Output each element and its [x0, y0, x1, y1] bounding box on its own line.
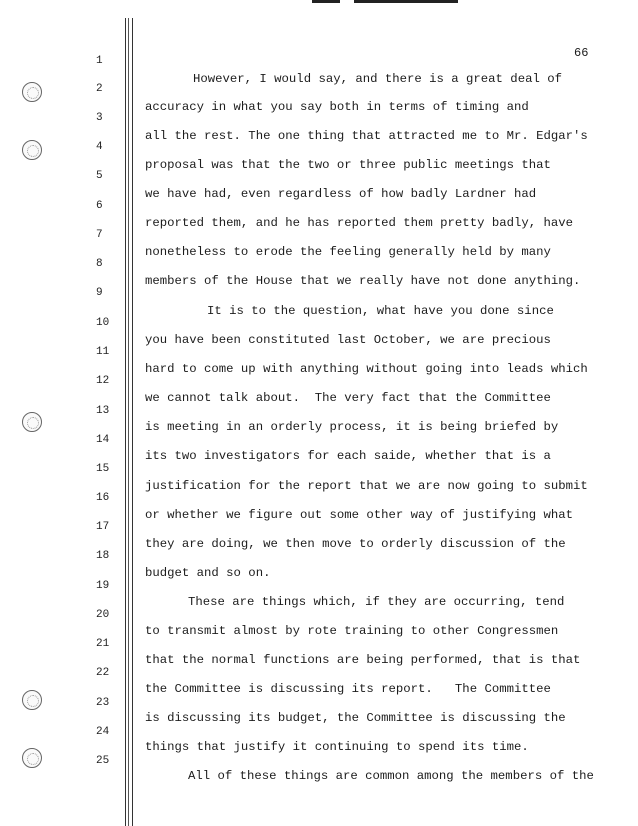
text-line: It is to the question, what have you done since [207, 304, 554, 318]
line-number: 25 [96, 755, 110, 767]
margin-rule [128, 18, 129, 826]
text-line: they are doing, we then move to orderly discussion of the [145, 537, 566, 551]
binder-hole [22, 412, 42, 432]
line-number: 24 [96, 726, 110, 738]
text-line: accuracy in what you say both in terms of timing and [145, 100, 529, 114]
line-number: 7 [96, 229, 103, 241]
text-line: we have had, even regardless of how badly Lardner had [145, 187, 537, 201]
text-line: the Committee is discussing its report. The Committee [145, 682, 551, 696]
binder-hole [22, 82, 42, 102]
page-number: 66 [574, 46, 589, 60]
text-line: things that justify it continuing to spend its time. [145, 740, 529, 754]
line-number: 22 [96, 667, 110, 679]
text-line: all the rest. The one thing that attracted me to Mr. Edgar's [145, 129, 588, 143]
text-line: reported them, and he has reported them pretty badly, have [145, 216, 574, 230]
text-line: or whether we figure out some other way of justifying what [145, 508, 574, 522]
margin-rule [132, 18, 133, 826]
line-number: 23 [96, 697, 110, 709]
text-line: that the normal functions are being performed, that is that [145, 653, 581, 667]
line-number: 3 [96, 112, 103, 124]
text-line: These are things which, if they are occurring, tend [188, 595, 565, 609]
line-number: 21 [96, 638, 110, 650]
text-line: hard to come up with anything without going into leads which [145, 362, 588, 376]
text-line: is discussing its budget, the Committee is discussing the [145, 711, 566, 725]
line-number: 6 [96, 200, 103, 212]
line-number: 9 [96, 287, 103, 299]
line-number: 10 [96, 317, 110, 329]
scan-mark [312, 0, 340, 3]
line-number: 17 [96, 521, 110, 533]
text-line: its two investigators for each saide, whether that is a [145, 449, 551, 463]
binder-hole [22, 690, 42, 710]
binder-hole [22, 748, 42, 768]
line-number: 4 [96, 141, 103, 153]
line-number: 15 [96, 463, 110, 475]
line-number: 12 [96, 375, 110, 387]
text-line: we cannot talk about. The very fact that the Committee [145, 391, 551, 405]
line-number: 5 [96, 170, 103, 182]
text-line: All of these things are common among the members of the [188, 769, 594, 783]
line-number: 1 [96, 55, 103, 67]
text-line: proposal was that the two or three public meetings that [145, 158, 551, 172]
text-line: to transmit almost by rote training to other Congressmen [145, 624, 559, 638]
text-line: is meeting in an orderly process, it is being briefed by [145, 420, 559, 434]
line-number: 18 [96, 550, 110, 562]
line-number: 20 [96, 609, 110, 621]
text-line: you have been constituted last October, we are precious [145, 333, 551, 347]
text-line: members of the House that we really have not done anything. [145, 274, 581, 288]
binder-hole [22, 140, 42, 160]
text-line: justification for the report that we are now going to submit [145, 479, 588, 493]
line-number: 8 [96, 258, 103, 270]
scan-mark [354, 0, 458, 3]
line-number: 13 [96, 405, 110, 417]
line-number: 16 [96, 492, 110, 504]
line-number: 14 [96, 434, 110, 446]
text-line: nonetheless to erode the feeling generally held by many [145, 245, 551, 259]
line-number: 2 [96, 83, 103, 95]
text-line: budget and so on. [145, 566, 271, 580]
text-line: However, I would say, and there is a great deal of [193, 72, 562, 86]
line-number: 11 [96, 346, 110, 358]
line-number: 19 [96, 580, 110, 592]
